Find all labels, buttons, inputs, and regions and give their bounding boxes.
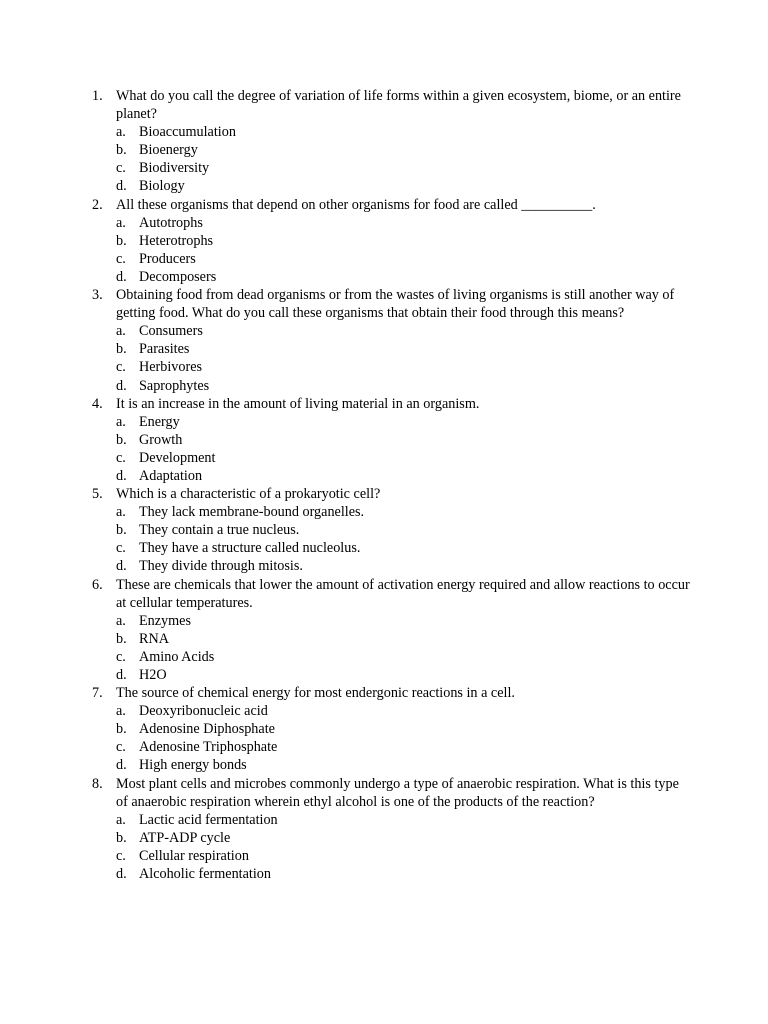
option-text: Adaptation	[139, 467, 203, 484]
question-number: 2.	[92, 196, 103, 213]
option-text: Bioaccumulation	[139, 124, 236, 141]
option-letter: a.	[116, 504, 126, 521]
question-text: Which is a characteristic of a prokaryotic cell?	[116, 486, 381, 503]
option-text: They divide through mitosis.	[139, 558, 303, 575]
question-5-option-1	[116, 503, 692, 521]
option-list	[92, 702, 692, 774]
question-4-option-4	[116, 467, 692, 485]
question-1-option-1	[116, 123, 692, 141]
option-list	[92, 503, 692, 575]
option-text: Development	[139, 449, 216, 466]
option-list	[92, 612, 692, 684]
option-text: Cellular respiration	[139, 847, 249, 864]
option-text: Biology	[139, 178, 185, 195]
option-text: They contain a true nucleus.	[139, 522, 300, 539]
option-text: They lack membrane-bound organelles.	[139, 504, 365, 521]
question-5-option-3	[116, 539, 692, 557]
question-3	[92, 286, 692, 395]
option-text: H2O	[139, 667, 167, 683]
option-text: Herbivores	[139, 359, 203, 376]
question-1	[92, 87, 692, 196]
question-number: 4.	[92, 395, 103, 412]
option-list	[92, 123, 692, 195]
option-letter: a.	[116, 323, 126, 340]
question-text: These are chemicals that lower the amount of activation energy required and allow reactions to occur at cellular temperatures.	[116, 576, 690, 611]
option-letter: b.	[116, 232, 127, 249]
option-text: Amino Acids	[139, 648, 215, 665]
question-number: 1.	[92, 88, 103, 104]
question-number: 7.	[92, 685, 103, 702]
option-text: Consumers	[139, 323, 203, 340]
option-list	[92, 413, 692, 485]
option-text: They have a structure called nucleolus.	[139, 540, 361, 557]
question-text: Most plant cells and microbes commonly undergo a type of anaerobic respiration. What is this type of anaerobic respiration wherein ethyl alcohol is one of the products of the reaction?	[116, 775, 679, 810]
question-8-option-3	[116, 847, 692, 865]
option-text: Biodiversity	[139, 160, 210, 177]
question-row	[92, 87, 692, 123]
option-letter: c.	[116, 359, 126, 376]
question-7-option-3	[116, 738, 692, 756]
question-6-option-1	[116, 612, 692, 630]
option-letter: c.	[116, 847, 126, 864]
option-text: Saprophytes	[139, 377, 210, 394]
question-6	[92, 576, 692, 685]
option-text: RNA	[139, 630, 169, 647]
option-letter: b.	[116, 142, 127, 159]
question-8-option-2	[116, 829, 692, 847]
option-letter: c.	[116, 160, 126, 177]
question-1-option-3	[116, 159, 692, 177]
option-letter: c.	[116, 648, 126, 665]
option-letter: c.	[116, 540, 126, 557]
option-letter: b.	[116, 721, 127, 738]
question-8	[92, 775, 692, 884]
question-6-option-2	[116, 630, 692, 648]
question-3-option-3	[116, 358, 692, 376]
question-2-option-2	[116, 232, 692, 250]
question-5	[92, 485, 692, 575]
question-row	[92, 684, 692, 702]
option-text: Producers	[139, 250, 196, 267]
option-text: Parasites	[139, 341, 190, 358]
question-4	[92, 395, 692, 485]
question-2-option-1	[116, 214, 692, 232]
option-text: Adenosine Diphosphate	[139, 721, 275, 738]
option-list	[92, 214, 692, 286]
option-letter: a.	[116, 214, 126, 231]
option-text: Bioenergy	[139, 142, 198, 159]
option-text: Energy	[139, 413, 180, 430]
question-5-option-4	[116, 557, 692, 575]
question-row	[92, 775, 692, 811]
question-3-option-1	[116, 322, 692, 340]
option-letter: a.	[116, 124, 126, 141]
option-letter: d.	[116, 268, 127, 285]
question-text: It is an increase in the amount of living material in an organism.	[116, 395, 480, 412]
question-1-option-4	[116, 177, 692, 195]
question-text: What do you call the degree of variation of life forms within a given ecosystem, biome, or an entire planet?	[116, 88, 681, 123]
question-number: 3.	[92, 287, 103, 304]
option-letter: b.	[116, 829, 127, 846]
question-3-option-4	[116, 377, 692, 395]
question-2-option-4	[116, 268, 692, 286]
question-1-option-2	[116, 141, 692, 159]
option-letter: c.	[116, 739, 126, 756]
option-text: Enzymes	[139, 612, 192, 629]
question-row	[92, 485, 692, 503]
option-text: Decomposers	[139, 268, 217, 285]
option-letter: d.	[116, 178, 127, 195]
question-4-option-1	[116, 413, 692, 431]
option-list	[92, 811, 692, 883]
question-number: 8.	[92, 775, 103, 792]
option-letter: b.	[116, 341, 127, 358]
question-7-option-1	[116, 702, 692, 720]
option-letter: a.	[116, 413, 126, 430]
option-letter: d.	[116, 667, 127, 683]
option-text: Lactic acid fermentation	[139, 811, 278, 828]
question-row	[92, 196, 692, 214]
question-7	[92, 684, 692, 774]
question-text: The source of chemical energy for most endergonic reactions in a cell.	[116, 685, 515, 702]
option-text: Heterotrophs	[139, 232, 214, 249]
option-letter: b.	[116, 431, 127, 448]
question-7-option-2	[116, 720, 692, 738]
question-5-option-2	[116, 521, 692, 539]
question-6-option-3	[116, 648, 692, 666]
question-4-option-3	[116, 449, 692, 467]
option-letter: d.	[116, 377, 127, 394]
option-list	[92, 322, 692, 394]
option-letter: d.	[116, 866, 127, 883]
question-3-option-2	[116, 340, 692, 358]
question-6-option-4	[116, 666, 692, 684]
question-7-option-4	[116, 756, 692, 774]
option-letter: b.	[116, 522, 127, 539]
question-4-option-2	[116, 431, 692, 449]
option-letter: a.	[116, 612, 126, 629]
option-letter: d.	[116, 757, 127, 774]
question-8-option-1	[116, 811, 692, 829]
option-text: ATP-ADP cycle	[139, 829, 231, 846]
option-letter: a.	[116, 811, 126, 828]
option-text: Autotrophs	[139, 214, 203, 231]
option-letter: c.	[116, 250, 126, 267]
question-8-option-4	[116, 865, 692, 883]
question-text: Obtaining food from dead organisms or from the wastes of living organisms is still another way of getting food. What do you call these organisms that obtain their food through this means?	[116, 287, 675, 322]
option-letter: a.	[116, 703, 126, 720]
option-text: Growth	[139, 431, 183, 448]
option-letter: c.	[116, 449, 126, 466]
option-letter: b.	[116, 630, 127, 647]
option-text: Adenosine Triphosphate	[139, 739, 278, 756]
option-letter: d.	[116, 558, 127, 575]
question-list	[92, 87, 692, 883]
option-text: Alcoholic fermentation	[139, 866, 271, 883]
question-row	[92, 395, 692, 413]
question-row	[92, 286, 692, 322]
option-letter: d.	[116, 467, 127, 484]
question-number: 5.	[92, 486, 103, 503]
option-text: High energy bonds	[139, 757, 247, 774]
question-2	[92, 196, 692, 286]
question-2-option-3	[116, 250, 692, 268]
question-text: All these organisms that depend on other organisms for food are called __________.	[116, 196, 596, 213]
option-text: Deoxyribonucleic acid	[139, 703, 268, 720]
question-number: 6.	[92, 576, 103, 593]
question-row	[92, 576, 692, 612]
